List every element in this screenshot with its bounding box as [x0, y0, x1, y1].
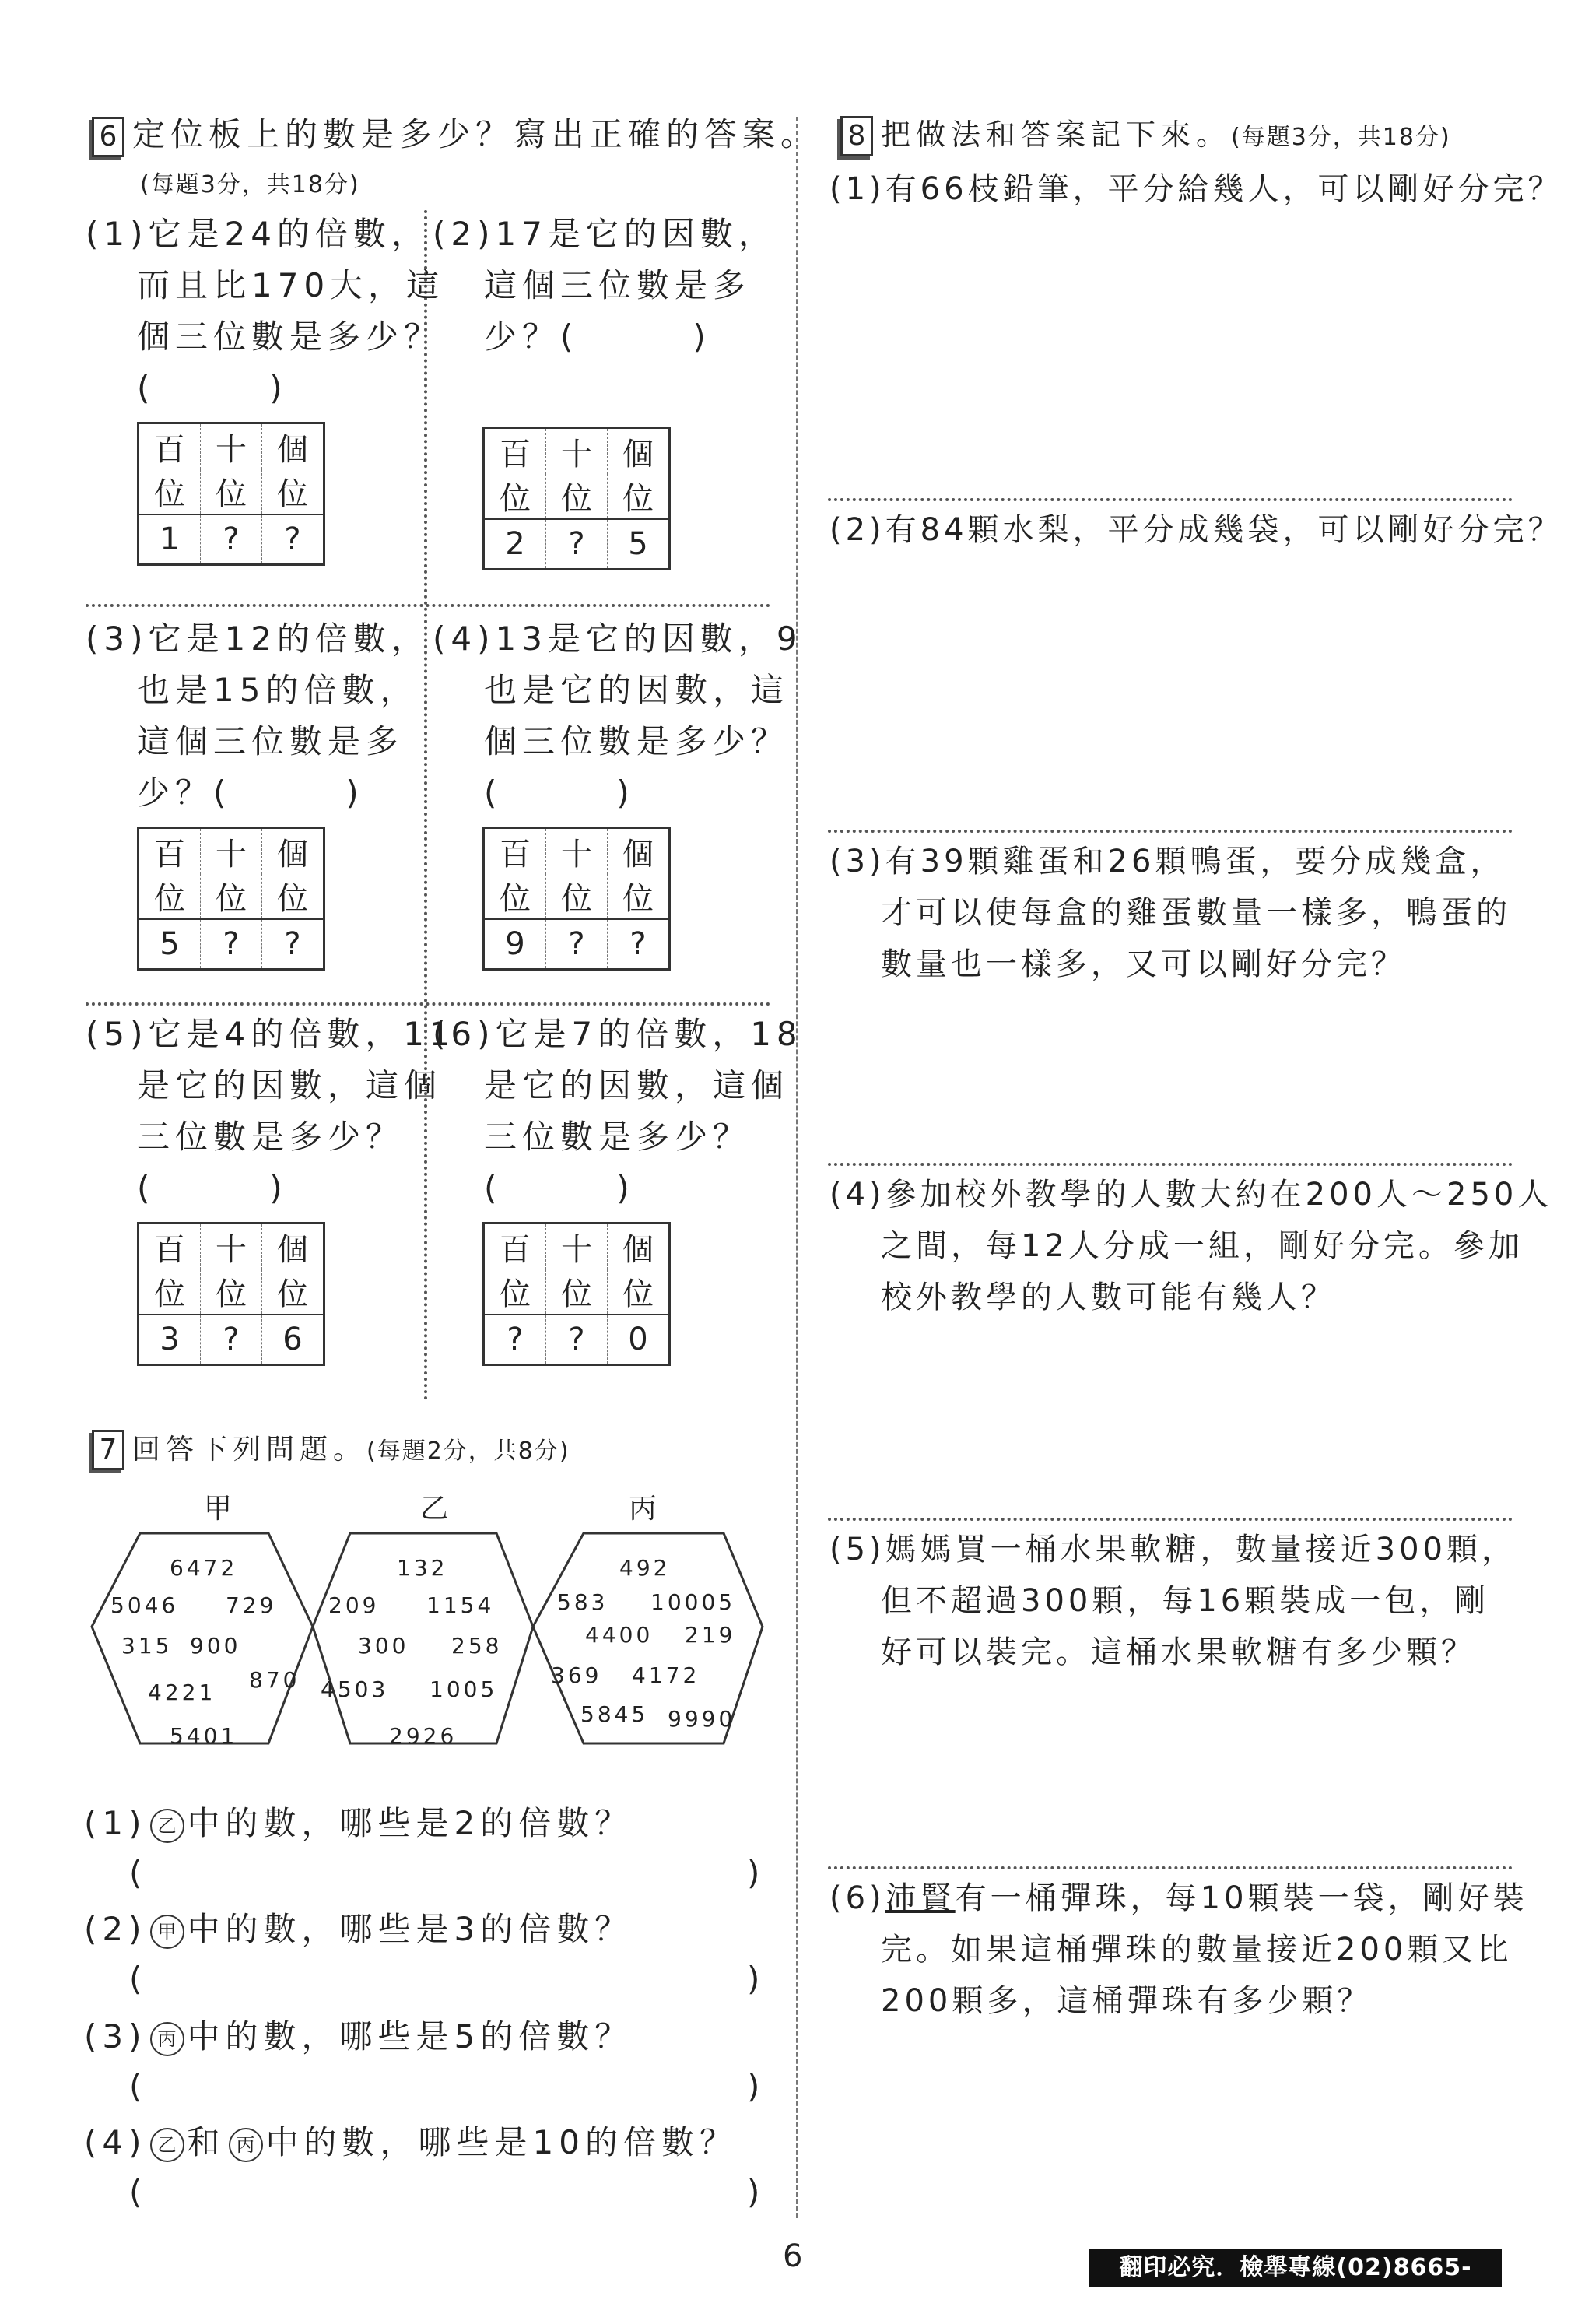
q8-score: (每題3分，共18分) — [1231, 124, 1451, 151]
hex-jia-number: 6472 — [170, 1555, 238, 1581]
q7-sub2-answer-close: ) — [747, 1960, 766, 1998]
q7-sub3: (3) 丙 中的數，哪些是5的倍數？ — [84, 2017, 633, 2055]
q6-part4-line2: 也是它的因數，這 — [484, 671, 790, 709]
place-value-table-1: 百 十 個 位 位 位 1 ? ? — [137, 422, 325, 566]
hex-bing-number: 492 — [619, 1555, 671, 1581]
hex-yi-number: 1154 — [426, 1592, 495, 1618]
q6-part4 — [433, 613, 803, 819]
q7-score: (每題2分，共8分) — [366, 1438, 570, 1465]
q8-part5-line1: (5)媽媽買一桶水果軟糖，數量接近300顆， — [829, 1532, 1517, 1567]
q8-part5-line2: 但不超過300顆，每16顆裝成一包，剛 — [881, 1583, 1490, 1619]
hex-bing-number: 4400 — [585, 1622, 654, 1648]
q6-part6-line3: 三位數是多少？ — [484, 1118, 752, 1156]
hex-bing-number: 10005 — [650, 1589, 736, 1615]
q6-part4-line3: 個三位數是多少？ — [484, 722, 790, 760]
q6-header — [92, 109, 819, 160]
q6-part1-line1: (1)它是24的倍數， — [86, 215, 430, 253]
q8-part3-line2: 才可以使每盒的雞蛋數量一樣多，鴨蛋的 — [881, 895, 1511, 931]
q6-part4-answer[interactable]: ( ) — [484, 774, 635, 812]
q8-part6-line3: 200顆多，這桶彈珠有多少顆？ — [881, 1983, 1373, 2019]
place-value-table-3: 百 十 個 位 位 位 5 ? ? — [137, 827, 325, 971]
q7-sub2: (2) 甲 中的數，哪些是3的倍數？ — [84, 1910, 633, 1948]
q7-sub1-answer-close: ) — [747, 1854, 766, 1892]
q7-title: 回答下列問題。 — [132, 1434, 367, 1466]
q6-part6-line2: 是它的因數，這個 — [484, 1066, 790, 1104]
hex-label-bing: 丙 — [629, 1493, 657, 1525]
q6-number: 6 — [92, 117, 124, 157]
hex-yi-number: 132 — [397, 1555, 448, 1581]
tag-bing-icon: 丙 — [150, 2022, 184, 2056]
q6-part1-line3: 個三位數是多少？ — [137, 318, 443, 356]
hex-label-jia: 甲 — [204, 1493, 233, 1525]
q6-part2 — [433, 209, 777, 363]
q8-header — [840, 109, 1451, 163]
hex-bing-number: 5845 — [580, 1701, 649, 1727]
person-name: 沛賢 — [885, 1880, 956, 1916]
q7-number: 7 — [92, 1430, 124, 1470]
place-value-table-2: 百 十 個 位 位 位 2 ? 5 — [482, 427, 671, 570]
hex-jia-number: 5401 — [170, 1723, 238, 1749]
q6-part1-line2: 而且比170大，這 — [137, 266, 445, 304]
q6-part4-line1: (4)13是它的因數，9 — [433, 620, 803, 658]
q7-sub1: (1) 乙 中的數，哪些是2的倍數？ — [84, 1804, 633, 1842]
hex-bing-number: 219 — [685, 1622, 736, 1648]
q6-part2-line3[interactable]: 少？( ) — [484, 318, 711, 356]
hex-yi-number: 258 — [451, 1633, 503, 1659]
q6-part6-line1: (6)它是7的倍數，18 — [433, 1015, 803, 1053]
q6-part3 — [86, 613, 430, 819]
q7-sub4: (4) 乙 和 丙 中的數，哪些是10的倍數？ — [84, 2123, 738, 2161]
q7-sub4-answer-close: ) — [747, 2173, 766, 2211]
hex-yi-number: 1005 — [430, 1676, 498, 1702]
q8-part5 — [829, 1524, 1517, 1678]
q8-part4-line1: (4)參加校外教學的人數大約在200人～250人 — [829, 1177, 1553, 1213]
q8-part2: (2)有84顆水梨，平分成幾袋，可以剛好分完？ — [829, 512, 1563, 548]
hex-jia-number: 900 — [190, 1633, 241, 1659]
q6-divider-2 — [86, 1002, 770, 1006]
q6-part5-answer[interactable]: ( ) — [137, 1169, 288, 1207]
place-value-table-6: 百 十 個 位 位 位 ? ? 0 — [482, 1222, 671, 1366]
q6-part1 — [86, 209, 444, 414]
tag-yi-icon: 乙 — [150, 2128, 184, 2162]
q6-part5-line2: 是它的因數，這個 — [137, 1066, 443, 1104]
hex-label-yi: 乙 — [420, 1493, 449, 1525]
tag-jia-icon: 甲 — [150, 1915, 184, 1949]
q6-part6 — [433, 1009, 803, 1214]
q8-part4 — [829, 1169, 1552, 1323]
place-value-table-5: 百 十 個 位 位 位 3 ? 6 — [137, 1222, 325, 1366]
q8-part3-line1: (3)有39顆雞蛋和26顆鴨蛋，要分成幾盒， — [829, 844, 1506, 879]
footer-copyright-bar: 翻印必究．檢舉專線(02)8665-1345 — [1089, 2249, 1502, 2287]
q6-part5-line1: (5)它是4的倍數，11 — [86, 1015, 456, 1053]
hex-jia-number: 4221 — [148, 1680, 216, 1705]
q7-sub1-answer-open[interactable]: ( — [129, 1854, 148, 1892]
q6-part1-answer[interactable]: ( ) — [137, 369, 288, 407]
q8-part6-line2: 完。如果這桶彈珠的數量接近200顆又比 — [881, 1932, 1513, 1968]
hex-yi-number: 209 — [328, 1592, 380, 1618]
q6-part2-line1: (2)17是它的因數， — [433, 215, 777, 253]
hex-bing-number: 369 — [551, 1662, 602, 1688]
hex-yi-number: 2926 — [389, 1723, 458, 1749]
q6-part6-answer[interactable]: ( ) — [484, 1169, 635, 1207]
q6-part3-line1: (3)它是12的倍數， — [86, 620, 430, 658]
q8-part6: (6)沛賢有一桶彈珠，每10顆裝一袋，剛好裝 完。如果這桶彈珠的數量接近200顆又比 200顆多，這桶彈珠有多少顆？ — [829, 1873, 1528, 2027]
hex-yi-number: 300 — [358, 1633, 409, 1659]
q8-title: 把做法和答案記下來。 — [881, 118, 1232, 152]
q8-part4-line2: 之間，每12人分成一組，剛好分完。參加 — [881, 1228, 1524, 1264]
hex-bing-number: 9990 — [668, 1706, 736, 1732]
q6-part5 — [86, 1009, 456, 1214]
q8-part3-line3: 數量也一樣多，又可以剛好分完？ — [881, 946, 1406, 982]
q7-sub3-answer-open[interactable]: ( — [129, 2067, 148, 2105]
q6-part2-line2: 這個三位數是多 — [484, 266, 752, 304]
tag-yi-icon: 乙 — [150, 1809, 184, 1843]
q7-header — [92, 1424, 570, 1477]
tag-bing-icon: 丙 — [229, 2128, 263, 2162]
q8-number: 8 — [840, 116, 873, 156]
place-value-table-4: 百 十 個 位 位 位 9 ? ? — [482, 827, 671, 971]
q8-part1: (1)有66枝鉛筆，平分給幾人，可以剛好分完？ — [829, 171, 1563, 207]
column-divider — [796, 117, 798, 2218]
q8-part5-line3: 好可以裝完。這桶水果軟糖有多少顆？ — [881, 1634, 1476, 1670]
q7-sub2-answer-open[interactable]: ( — [129, 1960, 148, 1998]
hex-yi-number: 4503 — [321, 1676, 389, 1702]
q6-part3-line2: 也是15的倍數， — [137, 671, 419, 709]
hex-jia-number: 729 — [226, 1592, 277, 1618]
q8-part3 — [829, 836, 1511, 990]
q8-divider-3 — [828, 1163, 1513, 1166]
q8-divider-5 — [828, 1866, 1513, 1869]
q6-part5-line3: 三位數是多少？ — [137, 1118, 405, 1156]
hex-bing-number: 583 — [557, 1589, 608, 1615]
q8-part4-line3: 校外教學的人數可能有幾人？ — [881, 1280, 1336, 1315]
hex-jia-number: 315 — [121, 1633, 173, 1659]
q6-part3-line3: 這個三位數是多 — [137, 722, 405, 760]
q7-sub4-answer-open[interactable]: ( — [129, 2173, 148, 2211]
q6-title: 定位板上的數是多少？寫出正確的答案。 — [132, 115, 819, 153]
page-number: 6 — [783, 2238, 803, 2274]
hex-jia-number: 5046 — [110, 1592, 179, 1618]
q8-divider-4 — [828, 1518, 1513, 1521]
q7-sub3-answer-close: ) — [747, 2067, 766, 2105]
q8-divider-1 — [828, 498, 1513, 501]
q6-divider-1 — [86, 604, 770, 607]
q6-part3-line4[interactable]: 少？( ) — [137, 774, 364, 812]
hex-jia-number: 870 — [249, 1667, 300, 1693]
q8-divider-2 — [828, 830, 1513, 833]
q6-score: (每題3分，共18分) — [140, 171, 360, 198]
hex-bing-number: 4172 — [632, 1662, 700, 1688]
